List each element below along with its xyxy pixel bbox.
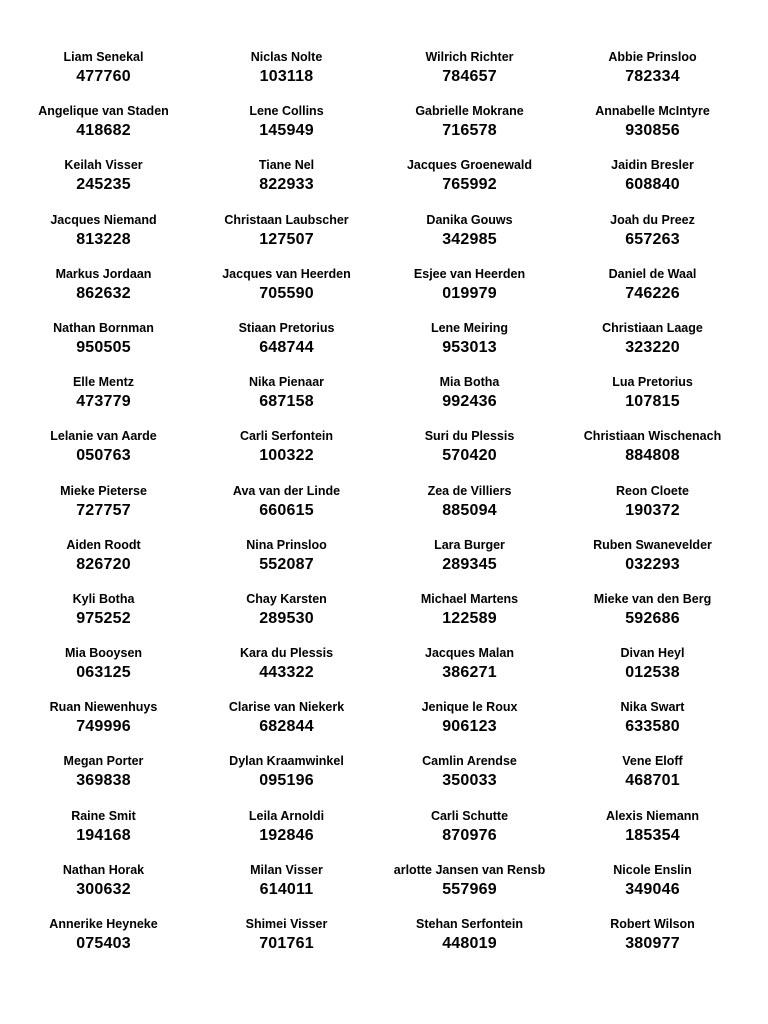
person-number: 369838 <box>76 772 131 790</box>
person-number: 443322 <box>259 664 314 682</box>
label-cell <box>12 807 195 861</box>
person-name: Stiaan Pretorius <box>238 320 335 335</box>
person-number: 608840 <box>625 176 680 194</box>
person-number: 716578 <box>442 122 497 140</box>
person-name: arlotte Jansen van Rensb <box>393 862 546 877</box>
person-number: 614011 <box>259 880 314 898</box>
person-number: 822933 <box>259 176 314 194</box>
person-name: Mia Booysen <box>64 646 143 661</box>
person-number: 350033 <box>442 772 497 790</box>
label-cell <box>561 536 744 590</box>
label-cell <box>12 427 195 481</box>
person-name: Jacques Malan <box>425 646 514 661</box>
person-name: Alexis Niemann <box>605 808 700 823</box>
person-number: 063125 <box>76 664 131 682</box>
person-number: 190372 <box>625 501 680 519</box>
label-cell <box>195 211 378 265</box>
label-cell <box>12 48 195 102</box>
person-name: Carli Schutte <box>430 808 509 823</box>
label-cell <box>12 265 195 319</box>
label-cell <box>378 319 561 373</box>
person-name: Daniel de Waal <box>608 266 697 281</box>
person-number: 992436 <box>442 393 497 411</box>
person-number: 145949 <box>259 122 314 140</box>
person-number: 705590 <box>259 284 314 302</box>
person-name: Jacques Groenewald <box>406 158 533 173</box>
person-number: 245235 <box>76 176 131 194</box>
label-cell <box>561 915 744 969</box>
person-name: Abbie Prinsloo <box>608 50 697 64</box>
person-name: Nathan Horak <box>62 862 145 877</box>
person-number: 192846 <box>259 826 314 844</box>
person-number: 906123 <box>442 718 497 736</box>
label-cell <box>561 265 744 319</box>
person-name: Markus Jordaan <box>55 266 152 281</box>
label-cell <box>561 102 744 156</box>
label-cell <box>378 427 561 481</box>
person-number: 749996 <box>76 718 131 736</box>
label-cell <box>195 644 378 698</box>
person-name: Niclas Nolte <box>250 50 323 64</box>
person-name: Nika Pienaar <box>248 375 325 390</box>
person-name: Divan Heyl <box>620 646 685 661</box>
label-cell <box>378 102 561 156</box>
person-name: Jaidin Bresler <box>611 158 694 173</box>
person-number: 930856 <box>625 122 680 140</box>
person-name: Esjee van Heerden <box>413 266 526 281</box>
person-name: Robert Wilson <box>610 917 695 931</box>
label-cell <box>195 752 378 806</box>
person-name: Megan Porter <box>63 754 144 769</box>
person-name: Ava van der Linde <box>232 483 341 498</box>
person-name: Annerike Heyneke <box>49 917 158 931</box>
person-number: 075403 <box>76 935 131 952</box>
label-cell <box>195 102 378 156</box>
person-name: Carli Serfontein <box>239 429 334 444</box>
label-cell <box>378 156 561 210</box>
label-cell <box>561 48 744 102</box>
label-cell <box>378 590 561 644</box>
person-name: Lene Meiring <box>430 320 509 335</box>
label-cell <box>378 48 561 102</box>
label-cell <box>378 807 561 861</box>
label-cell <box>12 482 195 536</box>
person-name: Mieke van den Berg <box>593 591 712 606</box>
person-name: Shimei Visser <box>245 917 328 931</box>
person-name: Kyli Botha <box>72 591 135 606</box>
label-cell <box>12 752 195 806</box>
person-name: Ruben Swanevelder <box>593 537 712 552</box>
label-cell <box>195 319 378 373</box>
label-cell <box>195 156 378 210</box>
person-number: 592686 <box>625 609 680 627</box>
label-cell <box>12 590 195 644</box>
person-number: 349046 <box>625 880 680 898</box>
person-name: Lene Collins <box>249 104 324 119</box>
person-name: Lara Burger <box>434 537 505 552</box>
person-name: Lua Pretorius <box>612 375 693 390</box>
person-number: 185354 <box>625 826 680 844</box>
person-number: 289530 <box>259 609 314 627</box>
person-name: Jenique le Roux <box>421 700 518 715</box>
label-cell <box>561 373 744 427</box>
person-number: 953013 <box>442 338 497 356</box>
person-number: 468701 <box>625 772 680 790</box>
person-name: Tiane Nel <box>258 158 315 173</box>
person-name: Chay Karsten <box>246 591 327 606</box>
person-number: 657263 <box>625 230 680 248</box>
label-cell <box>195 265 378 319</box>
person-name: Gabrielle Mokrane <box>415 104 524 119</box>
person-number: 386271 <box>442 664 497 682</box>
person-number: 687158 <box>259 393 314 411</box>
label-cell <box>378 698 561 752</box>
label-cell <box>195 590 378 644</box>
person-name: Milan Visser <box>250 862 323 877</box>
person-number: 950505 <box>76 338 131 356</box>
label-cell <box>12 915 195 969</box>
label-cell <box>561 319 744 373</box>
person-name: Leila Arnoldi <box>248 808 325 823</box>
label-cell <box>378 536 561 590</box>
label-cell <box>12 536 195 590</box>
person-number: 380977 <box>625 935 680 952</box>
person-number: 100322 <box>259 447 314 465</box>
label-cell <box>12 644 195 698</box>
label-cell <box>561 427 744 481</box>
label-cell <box>561 156 744 210</box>
label-cell <box>561 644 744 698</box>
person-number: 019979 <box>442 284 497 302</box>
label-cell <box>561 698 744 752</box>
person-number: 477760 <box>76 68 131 85</box>
person-name: Camlin Arendse <box>422 754 517 769</box>
person-number: 552087 <box>259 555 314 573</box>
person-name: Liam Senekal <box>63 50 144 64</box>
person-number: 127507 <box>259 230 314 248</box>
label-cell <box>561 861 744 915</box>
person-number: 032293 <box>625 555 680 573</box>
label-cell <box>561 590 744 644</box>
person-number: 813228 <box>76 230 131 248</box>
person-name: Danika Gouws <box>426 212 513 227</box>
person-name: Joah du Preez <box>610 212 695 227</box>
person-name: Dylan Kraamwinkel <box>229 754 344 769</box>
person-name: Zea de Villiers <box>427 483 512 498</box>
person-number: 633580 <box>625 718 680 736</box>
person-name: Nina Prinsloo <box>246 537 327 552</box>
person-name: Kara du Plessis <box>239 646 334 661</box>
person-number: 095196 <box>259 772 314 790</box>
person-number: 557969 <box>442 880 497 898</box>
label-cell <box>12 156 195 210</box>
person-number: 765992 <box>442 176 497 194</box>
person-number: 826720 <box>76 555 131 573</box>
label-cell <box>378 915 561 969</box>
person-number: 885094 <box>442 501 497 519</box>
label-cell <box>378 752 561 806</box>
person-number: 300632 <box>76 880 131 898</box>
label-cell <box>12 211 195 265</box>
person-number: 122589 <box>442 609 497 627</box>
person-name: Michael Martens <box>420 591 519 606</box>
person-number: 975252 <box>76 609 131 627</box>
person-number: 862632 <box>76 284 131 302</box>
person-name: Keilah Visser <box>64 158 143 173</box>
person-number: 570420 <box>442 447 497 465</box>
person-name: Christiaan Wischenach <box>583 429 722 444</box>
label-cell <box>561 807 744 861</box>
person-number: 701761 <box>259 935 314 952</box>
person-name: Reon Cloete <box>616 483 689 498</box>
label-cell <box>561 752 744 806</box>
person-name: Mia Botha <box>439 375 500 390</box>
label-cell <box>378 861 561 915</box>
label-cell <box>12 861 195 915</box>
person-name: Mieke Pieterse <box>60 483 147 498</box>
person-name: Wilrich Richter <box>425 50 514 64</box>
person-name: Christiaan Laage <box>602 320 703 335</box>
label-cell <box>561 211 744 265</box>
label-cell <box>378 211 561 265</box>
person-name: Vene Eloff <box>622 754 683 769</box>
person-number: 012538 <box>625 664 680 682</box>
label-cell <box>378 373 561 427</box>
person-name: Lelanie van Aarde <box>50 429 157 444</box>
person-number: 782334 <box>625 68 680 85</box>
person-number: 107815 <box>625 393 680 411</box>
person-name: Nika Swart <box>620 700 685 715</box>
person-name: Angelique van Staden <box>38 104 169 119</box>
label-cell <box>12 698 195 752</box>
person-number: 648744 <box>259 338 314 356</box>
person-name: Raine Smit <box>71 808 136 823</box>
person-number: 884808 <box>625 447 680 465</box>
label-cell <box>195 698 378 752</box>
person-name: Christaan Laubscher <box>224 212 349 227</box>
person-name: Suri du Plessis <box>424 429 515 444</box>
person-name: Annabelle McIntyre <box>595 104 710 119</box>
label-cell <box>378 644 561 698</box>
person-name: Elle Mentz <box>72 375 135 390</box>
person-number: 727757 <box>76 501 131 519</box>
person-name: Stehan Serfontein <box>416 917 523 931</box>
label-cell <box>195 861 378 915</box>
label-grid <box>12 48 756 969</box>
person-name: Jacques Niemand <box>50 212 157 227</box>
person-number: 784657 <box>442 68 497 85</box>
label-cell <box>195 48 378 102</box>
person-number: 448019 <box>442 935 497 952</box>
person-name: Jacques van Heerden <box>222 266 351 281</box>
person-number: 342985 <box>442 230 497 248</box>
person-number: 660615 <box>259 501 314 519</box>
person-name: Clarise van Niekerk <box>228 700 345 715</box>
label-cell <box>195 536 378 590</box>
person-number: 289345 <box>442 555 497 573</box>
person-name: Nathan Bornman <box>53 320 154 335</box>
person-number: 103118 <box>259 68 314 85</box>
person-number: 194168 <box>76 826 131 844</box>
person-name: Aiden Roodt <box>66 537 141 552</box>
person-name: Ruan Niewenhuys <box>49 700 158 715</box>
person-number: 418682 <box>76 122 131 140</box>
label-cell <box>12 319 195 373</box>
label-cell <box>195 427 378 481</box>
label-cell <box>12 373 195 427</box>
person-number: 746226 <box>625 284 680 302</box>
label-cell <box>195 915 378 969</box>
person-name: Nicole Enslin <box>613 862 692 877</box>
label-cell <box>195 807 378 861</box>
person-number: 682844 <box>259 718 314 736</box>
person-number: 050763 <box>76 447 131 465</box>
label-cell <box>378 265 561 319</box>
label-cell <box>378 482 561 536</box>
person-number: 870976 <box>442 826 497 844</box>
person-number: 323220 <box>625 338 680 356</box>
label-cell <box>561 482 744 536</box>
label-cell <box>12 102 195 156</box>
person-number: 473779 <box>76 393 131 411</box>
label-cell <box>195 373 378 427</box>
label-cell <box>195 482 378 536</box>
